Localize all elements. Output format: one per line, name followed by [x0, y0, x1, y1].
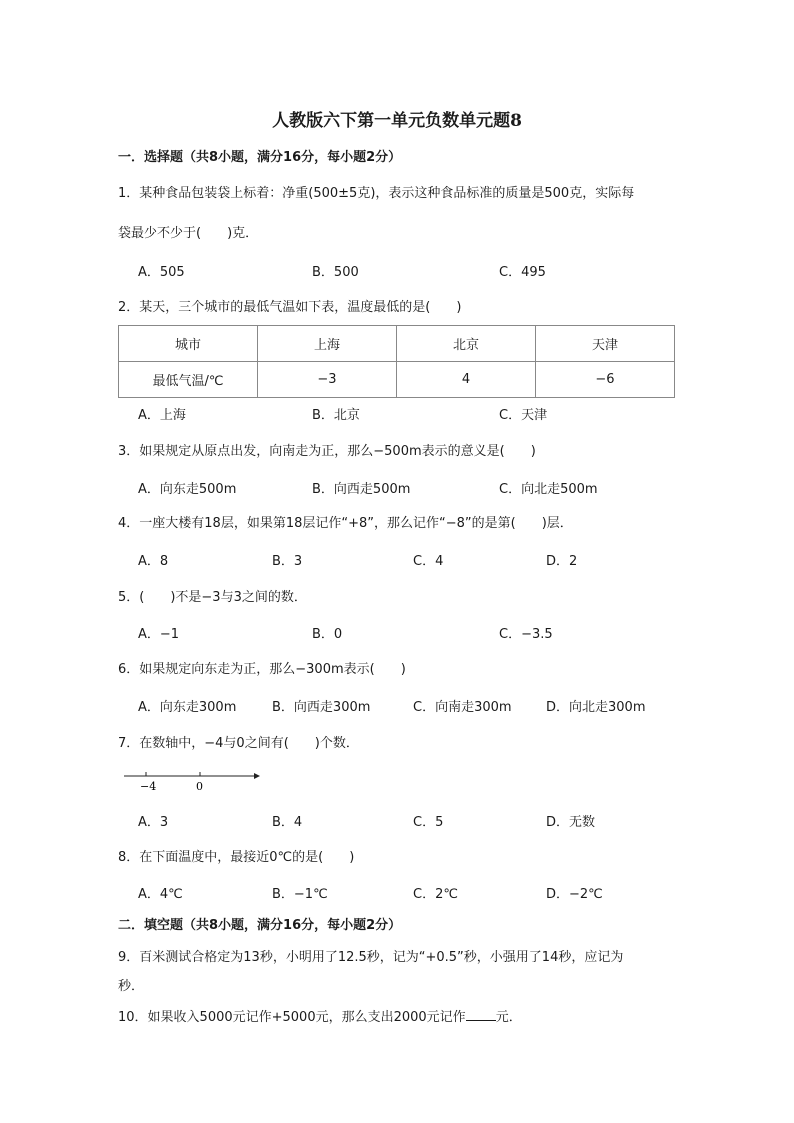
question-2-option-a: A．上海: [138, 408, 186, 423]
question-2-option-c: C．天津: [499, 408, 548, 423]
question-7-option-b: B．4: [272, 815, 303, 830]
question-9-stem-line2: 秒．: [118, 979, 145, 994]
question-8-stem: 8．在下面温度中，最接近0℃的是( ): [118, 850, 355, 865]
question-8-option-c: C．2℃: [413, 887, 458, 902]
question-6-option-b: B．向西走300m: [272, 700, 371, 715]
question-4-option-b: B．3: [272, 554, 303, 569]
question-8-option-a: A．4℃: [138, 887, 183, 902]
question-8-option-b: B．−1℃: [272, 887, 328, 902]
question-7-stem: 7．在数轴中，−4与0之间有( )个数．: [118, 736, 359, 751]
number-line-label: 0: [196, 780, 203, 793]
question-3-option-a: A．向东走500m: [138, 482, 237, 497]
question-4-stem: 4．一座大楼有18层，如果第18层记作“+8”，那么记作“−8”的是第( )层．: [118, 516, 573, 531]
question-5-option-a: A．−1: [138, 627, 180, 642]
table-row: [119, 326, 675, 362]
question-4-option-a: A．8: [138, 554, 169, 569]
question-1-stem-line2: 袋最少不少于( )克．: [118, 226, 259, 241]
table-cell: 最低气温/℃: [119, 362, 258, 398]
question-2-stem: 2．某天，三个城市的最低气温如下表，温度最低的是( ): [118, 300, 462, 315]
table-cell: −3: [258, 362, 397, 398]
question-7-option-d: D．无数: [546, 815, 596, 830]
question-3-option-c: C．向北走500m: [499, 482, 598, 497]
question-5-stem: 5．( )不是−3与3之间的数．: [118, 590, 307, 605]
question-3-stem: 3．如果规定从原点出发，向南走为正，那么−500m表示的意义是( ): [118, 444, 536, 459]
question-7-option-c: C．5: [413, 815, 444, 830]
table-row: [119, 362, 675, 398]
page-title: 人教版六下第一单元负数单元题8: [272, 111, 522, 131]
question-10-text-after: 元．: [495, 1010, 522, 1025]
number-line-arrow: [254, 773, 260, 779]
question-1-option-b: B．500: [312, 265, 359, 280]
question-4-option-c: C．4: [413, 554, 444, 569]
table-cell: 北京: [397, 326, 536, 362]
question-2-option-b: B．北京: [312, 408, 360, 423]
question-5-option-b: B．0: [312, 627, 343, 642]
table-cell: 4: [397, 362, 536, 398]
question-10-stem: [118, 1006, 522, 1025]
table-cell: −6: [536, 362, 675, 398]
table-cell: 城市: [119, 326, 258, 362]
question-4-option-d: D．2: [546, 554, 578, 569]
temperature-table: [118, 325, 675, 398]
question-3-option-b: B．向西走500m: [312, 482, 411, 497]
question-6-option-c: C．向南走300m: [413, 700, 512, 715]
question-6-option-d: D．向北走300m: [546, 700, 646, 715]
question-5-option-c: C．−3.5: [499, 627, 553, 642]
question-6-option-a: A．向东走300m: [138, 700, 237, 715]
number-line: [120, 766, 262, 796]
question-1-stem-line1: 1．某种食品包装袋上标着：净重(500±5克)，表示这种食品标准的质量是500克，实际每: [118, 186, 635, 201]
number-line-label: −4: [140, 780, 157, 793]
section-heading-fill: 二．填空题（共8小题，满分16分，每小题2分）: [118, 918, 402, 933]
table-cell: 天津: [536, 326, 675, 362]
question-9-stem-line1: 9．百米测试合格定为13秒，小明用了12.5秒，记为“+0.5”秒，小强用了14秒，应记为: [118, 950, 624, 965]
question-6-stem: 6．如果规定向东走为正，那么−300m表示( ): [118, 662, 406, 677]
question-10-text-before: 10．如果收入5000元记作+5000元，那么支出2000元记作: [118, 1010, 466, 1025]
answer-blank: [466, 1008, 496, 1021]
question-1-option-c: C．495: [499, 265, 546, 280]
section-heading-choice: 一．选择题（共8小题，满分16分，每小题2分）: [118, 150, 402, 165]
question-8-option-d: D．−2℃: [546, 887, 603, 902]
question-7-option-a: A．3: [138, 815, 169, 830]
question-1-option-a: A．505: [138, 265, 185, 280]
table-cell: 上海: [258, 326, 397, 362]
